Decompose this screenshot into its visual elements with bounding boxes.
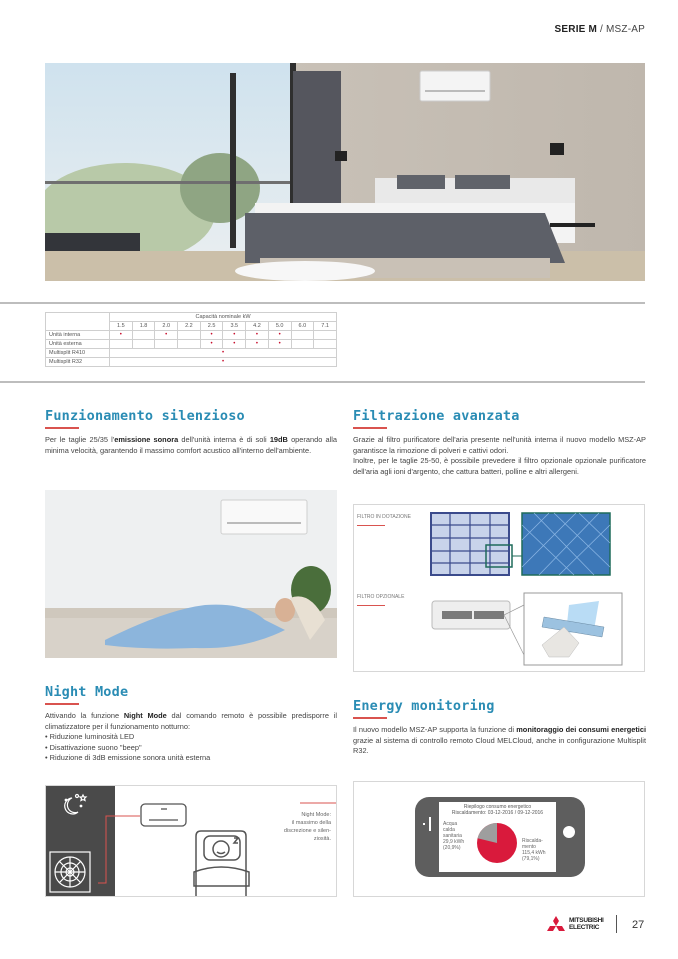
- cell: •: [223, 340, 246, 349]
- label-line: calda: [443, 827, 455, 833]
- label-value: 29,9 kWh: [443, 839, 465, 845]
- label-line: mento: [522, 844, 536, 850]
- bullet-item: • Disattivazione suono "beep": [45, 742, 142, 752]
- table-corner: [46, 313, 110, 331]
- cell: [132, 340, 155, 349]
- label-line: sanitaria: [443, 833, 462, 839]
- bold-text: 19dB: [269, 435, 288, 444]
- text: Il nuovo modello MSZ-AP supporta la funzione di: [353, 725, 517, 734]
- caption-line: il massimo della: [291, 820, 331, 826]
- bold-text: emissione sonora: [114, 435, 179, 444]
- heading-energy-monitoring: Energy monitoring: [353, 698, 495, 714]
- table-row: [46, 358, 337, 367]
- energy-summary-title: [439, 804, 556, 816]
- bold-text: Night Mode: [123, 711, 167, 720]
- accent-line: [45, 703, 79, 705]
- heading-silenzioso: Funzionamento silenzioso: [45, 408, 245, 424]
- text: Per le taglie 25/35 l': [45, 435, 115, 444]
- page-number: 27: [632, 919, 645, 931]
- smartphone-illustration: [415, 797, 585, 877]
- text: Attivando la funzione: [45, 711, 124, 720]
- row-label: Multisplit R32: [46, 358, 110, 367]
- series-name: SERIE M: [554, 24, 598, 35]
- label-standard-filter: FILTRO IN DOTAZIONE: [357, 514, 411, 520]
- paragraph-energy: [353, 725, 646, 757]
- brand-line: ELECTRIC: [569, 924, 600, 931]
- table-row: [46, 340, 337, 349]
- paragraph-silenzioso: [45, 435, 337, 456]
- paragraph-filtrazione: [353, 435, 646, 477]
- cell: •: [110, 331, 133, 340]
- col-header: 3.5: [223, 322, 246, 331]
- capacity-header: Capacità nominale kW: [110, 313, 337, 322]
- col-header: 1.5: [110, 322, 133, 331]
- col-header: 2.2: [178, 322, 201, 331]
- label-percent: (20,9%): [443, 845, 461, 851]
- accent-line: [45, 427, 79, 429]
- accent-line: [353, 427, 387, 429]
- divider-bottom: [0, 381, 645, 383]
- merged-cell: •: [110, 358, 337, 367]
- capacity-spec-table: [45, 312, 337, 367]
- row-label: Unità esterna: [46, 340, 110, 349]
- caption-line: discrezione e silen-: [283, 828, 331, 834]
- row-label: Unità interna: [46, 331, 110, 340]
- label-optional-filter: FILTRO OPZIONALE: [357, 594, 405, 600]
- caption-line: Night Mode:: [301, 812, 331, 818]
- heading-night-mode: Night Mode: [45, 684, 129, 700]
- col-header: 5.0: [268, 322, 291, 331]
- cell: [291, 340, 314, 349]
- divider-top: [0, 302, 645, 304]
- home-button-icon: [563, 826, 575, 838]
- text: Inoltre, per le taglie 25-50, è possibile prevedere il filtro opzionale opzionale purificatore dell'aria agli ioni d'argento, che cattura batteri, polline e altri allergeni.: [353, 456, 646, 476]
- col-header: 6.0: [291, 322, 314, 331]
- col-header: 2.5: [200, 322, 223, 331]
- row-label: Multisplit R410: [46, 349, 110, 358]
- sleeping-person-bed-icon: [194, 831, 249, 897]
- text: Grazie al filtro purificatore dell'aria presente nell'unità interna il nuovo modello MSZ-AP garantisce la rimozione di polveri e cattivi odori.: [353, 435, 646, 455]
- filter-illustration: [354, 505, 646, 673]
- col-header: 7.1: [314, 322, 337, 331]
- speaker-slot-icon: [429, 817, 431, 831]
- brand-text: [569, 917, 604, 931]
- filter-figure: [353, 504, 645, 672]
- footer-separator: [616, 915, 617, 933]
- three-diamonds-icon: [545, 916, 567, 936]
- cell: [178, 331, 201, 340]
- table-row: [46, 331, 337, 340]
- cell: [110, 340, 133, 349]
- brand-line: MITSUBISHI: [569, 917, 604, 924]
- summary-period: Riscaldamento: 03-12-2016 / 09-12-2016: [451, 810, 544, 816]
- cell: [155, 340, 178, 349]
- night-mode-figure: [45, 785, 337, 897]
- cell: [291, 331, 314, 340]
- label-percent: (79,1%): [522, 856, 540, 862]
- outdoor-unit-fan-icon: [50, 852, 90, 892]
- bullet-item: • Riduzione di 3dB emissione sonora unità esterna: [45, 753, 211, 762]
- cell: [314, 340, 337, 349]
- pie-label-dhw: [443, 821, 464, 851]
- merged-cell: •: [110, 349, 337, 358]
- text: operando alla minima velocità, garantendo il massimo comfort acustico all'interno dell'ambiente.: [45, 435, 337, 455]
- photo-woman-sofa: [45, 490, 337, 658]
- text: grazie al sistema di controllo remoto Cloud MELCloud, anche in configurazione Multisplit R32.: [353, 735, 646, 755]
- cell: •: [200, 331, 223, 340]
- cell: •: [268, 340, 291, 349]
- energy-pie-chart: [475, 818, 519, 868]
- summary-title-line: Riepilogo consumo energetico: [463, 804, 532, 810]
- pie-label-heating: [522, 838, 546, 862]
- table-row: [46, 349, 337, 358]
- cell: [132, 331, 155, 340]
- mitsubishi-electric-logo: [545, 915, 607, 937]
- paragraph-night-mode: [45, 711, 337, 764]
- caption-line: ziosità.: [313, 836, 331, 842]
- cell: •: [200, 340, 223, 349]
- night-mode-caption: [284, 811, 331, 843]
- label-line: Riscalda-: [522, 838, 543, 844]
- energy-figure: [353, 781, 645, 897]
- text: dal comando remoto è possibile predisporre il climatizzatore per il funzionamento notturno:: [45, 711, 337, 731]
- col-header: 4.2: [246, 322, 269, 331]
- heading-filtrazione: Filtrazione avanzata: [353, 408, 520, 424]
- bold-text: monitoraggio dei consumi energetici: [516, 725, 646, 734]
- cell: •: [155, 331, 178, 340]
- col-header: 1.8: [132, 322, 155, 331]
- series-label: [555, 24, 645, 35]
- cell: •: [246, 340, 269, 349]
- moon-stars-icon: [65, 795, 86, 814]
- cell: •: [268, 331, 291, 340]
- text: dell'unità interna è di soli: [178, 435, 270, 444]
- col-header: 2.0: [155, 322, 178, 331]
- speaker-dot-icon: [423, 823, 425, 825]
- accent-line: [353, 717, 387, 719]
- indoor-unit-icon: [141, 804, 186, 826]
- cell: [314, 331, 337, 340]
- hero-bedroom-image: [45, 63, 645, 281]
- label-line: Acqua: [443, 821, 458, 827]
- cell: •: [246, 331, 269, 340]
- phone-screen: [439, 802, 556, 872]
- cell: •: [223, 331, 246, 340]
- label-value: 115,4 kWh: [522, 850, 546, 856]
- bullet-item: • Riduzione luminosità LED: [45, 732, 135, 741]
- model-name: / MSZ-AP: [597, 24, 645, 35]
- cell: [178, 340, 201, 349]
